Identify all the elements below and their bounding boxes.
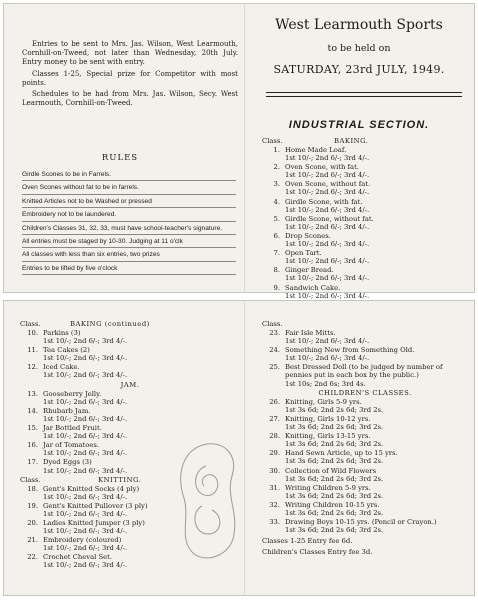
class-row [262,415,468,423]
class-name: Drawing Boys 10-15 yrs. (Pencil or Crayon.) [285,518,437,527]
class-row [262,215,468,223]
class-number: 11. [27,346,38,355]
class-entry [262,249,468,265]
class-entry [262,215,468,231]
class-number: 27. [269,414,280,423]
class-name: Crochet Cheval Set. [43,553,113,562]
class-name: Girdle Scone, without fat. [285,214,374,223]
category-title: JAM. [120,380,140,389]
class-prizes: 1st 10/-; 2nd 6/-; 3rd 4/-. [285,257,370,266]
class-number: 28. [269,432,280,441]
class-row [20,329,240,337]
class-row [262,266,468,274]
class-name: Embroidery (coloured) [43,536,122,545]
section-title: INDUSTRIAL SECTION. [288,119,430,131]
category-title: BAKING. [334,137,369,145]
class-number: 2. [273,163,280,172]
class-prizes: 1st 10/-; 2nd 6/-; 3rd 4/-. [43,397,128,406]
class-entry [262,415,468,431]
rule-item: All entries must be staged by 10-30. Judging at 11 o'clk [22,236,242,249]
class-row [20,346,240,354]
class-number: 23. [269,329,280,337]
class-name: Knitting, Girls 10-12 yrs. [285,414,371,423]
class-name: Oven Scone, with fat. [285,163,359,172]
class-prizes: 1st 3s 6d; 2nd 2s 6d; 3rd 2s. [285,440,384,449]
category-title: KNITTING. [98,475,142,484]
class-name: Dyed Eggs (3) [43,458,92,467]
class-name: Oven Scone, without fat. [285,180,371,189]
class-number: 17. [27,458,38,467]
class-entry [20,390,240,406]
class-name: Jar Bottled Fruit. [43,424,102,433]
class-number: 21. [27,536,38,545]
class-prizes: 1st 10/-; 2nd 6/-; 3rd 4/-. [43,492,128,501]
rule-item: Entries to be lifted by five o'clock [22,263,242,276]
fold-crease [244,301,245,596]
class-entry [262,432,468,448]
class-prizes: 1st 10/-; 2nd 6/-; 3rd 4/-. [43,527,128,536]
class-entry [262,284,468,300]
class-row [262,163,468,171]
class-prizes: 1st 10/-; 2nd 6/-; 3rd 4/-. [43,561,128,570]
class-entry [262,266,468,282]
class-name: Writing Children 5-9 yrs. [285,483,371,492]
class-row [262,518,468,526]
class-entry [262,363,468,387]
class-prizes: 1st 10/-; 2nd 6/-; 3rd 4/-. [285,205,370,214]
class-prizes: 1st 10/-; 2nd 6/-; 3rd 4/-. [43,509,128,518]
class-prizes: 1st 10/-; 2nd 6/-; 3rd 4/-. [43,432,128,441]
class-number: 19. [27,501,38,510]
class-prizes: 1st 10/-; 2nd 6/-; 3rd 4/-. [285,291,370,300]
class-prizes: 1st 10s; 2nd 6s; 3rd 4s. [285,379,366,388]
class-number: 7. [273,249,280,258]
rule-item: Embroidery not to be laundered. [22,209,242,222]
class-prizes: 1st 10/-; 2nd 6/-; 3rd 4/-. [43,544,128,553]
class-entry [262,180,468,196]
class-entry [20,363,240,379]
class-entry [262,484,468,500]
class-label: Class. [262,320,283,328]
class-prizes: 1st 10/-; 2nd 6/-; 3rd 4/-. [43,414,128,423]
class-entry [262,518,468,534]
entries-paragraph: Schedules to be had from Mrs. Jas. Wilson, Secy. West Learmouth, Cornhill-on-Tweed. [22,90,238,108]
class-number: 14. [27,406,38,415]
class-number: 12. [27,363,38,372]
class-name: Sandwich Cake. [285,283,341,292]
class-name: Writing Children 10-15 yrs. [285,500,380,509]
class-label: Class. [20,320,41,328]
class-number: 18. [27,484,38,493]
class-name: Gent's Knitted Pullover (3 ply) [43,501,148,510]
class-number: 33. [269,518,280,527]
class-entry [262,163,468,179]
class-name: Home Made Loaf. [285,146,347,154]
class-row [262,180,468,188]
class-number: 10. [27,329,38,337]
class-entry [262,346,468,362]
class-prizes: 1st 10/-; 2nd 6/-; 3rd 4/-. [43,449,128,458]
class-name: Gent's Knitted Socks (4 ply) [43,484,140,493]
class-row [20,407,240,415]
class-row [262,346,468,354]
class-prizes: 1st 10/-; 2nd 6/-; 3rd 4/-. [43,371,128,380]
class-prizes: 1st 3s 6d; 2nd 2s 6d; 3rd 2s. [285,423,384,432]
class-row [262,398,468,406]
class-name: Parkins (3) [43,329,81,337]
class-number: 25. [269,363,280,372]
class-name: Drop Scones. [285,231,331,240]
class-name: Ginger Bread. [285,266,334,275]
class-name: Gooseberry Jelly. [43,389,102,398]
rule-item: Girdle Scones to be in Farrels. [22,169,242,182]
class-number: 5. [273,214,280,223]
class-entry [262,501,468,517]
class-prizes: 1st 3s 6d; 2nd 2s 6d; 3rd 2s. [285,457,384,466]
class-prizes: 1st 3s 6d; 2nd 2s 6d; 3rd 2s. [285,508,384,517]
class-row [262,232,468,240]
class-row [262,146,468,154]
class-row [262,284,468,292]
class-row [262,249,468,257]
class-entry [262,449,468,465]
class-row [262,449,468,457]
class-name: Ladies Knitted Jumper (3 ply) [43,518,145,527]
class-number: 24. [269,346,280,355]
class-entry [262,198,468,214]
category-title: BAKING (continued) [70,320,150,328]
rule-item: Knitted Articles not to be Washed or pressed [22,196,242,209]
class-prizes: 1st 10/-; 2nd 6/-; 3rd 4/-. [43,466,128,475]
children-classes-column [262,320,468,556]
class-prizes: 1st 10/-; 2nd 6/-; 3rd 4/-. [285,222,370,231]
class-entry [20,346,240,362]
scribble-doodle [172,436,242,566]
class-label: Class. [20,475,41,484]
class-name: Fair Isle Mitts. [285,329,336,337]
class-number: 4. [273,197,280,206]
class-name: Something New from Something Old. [285,346,415,355]
class-prizes: 1st 10/-; 2nd 6/-; 3rd 4/-. [285,274,370,283]
class-prizes: 1st 10/-; 2nd 6/-; 3rd 4/-. [43,354,128,363]
class-name: Tea Cakes (2) [43,346,90,355]
rule-item: All classes with less than six entries, two prizes [22,249,242,262]
class-number: 8. [273,266,280,275]
class-prizes: 1st 10/-; 2nd 6/-; 3rd 4/-. [285,354,370,363]
class-name: Collection of Wild Flowers [285,466,377,475]
divider-line [266,92,462,93]
entries-paragraph: Entries to be sent to Mrs. Jas. Wilson, West Learmouth, Cornhill-on-Tweed, not later than Wednesday, 20th July. Entry money to be sent with entry. [22,40,238,67]
class-prizes: 1st 3s 6d; 2nd 2s 6d; 3rd 2s. [285,491,384,500]
class-name: Knitting, Girls 5-9 yrs. [285,397,362,406]
class-row [262,501,468,509]
entries-paragraph: Classes 1-25, Special prize for Competitor with most points. [22,69,238,87]
class-name: Knitting, Girls 13-15 yrs. [285,432,371,441]
class-prizes: 1st 3s 6d; 2nd 2s 6d; 3rd 2s. [285,405,384,414]
class-number: 9. [273,283,280,292]
class-entry [262,398,468,414]
rule-item: Children's Classes 31, 32, 33, must have school-teacher's signature. [22,223,242,236]
class-number: 32. [269,500,280,509]
class-number: 3. [273,180,280,189]
class-entry [262,146,468,162]
column-header [262,320,468,329]
divider-line [266,96,462,97]
class-number: 26. [269,397,280,406]
class-row [262,198,468,206]
fold-crease [244,4,245,293]
class-row [20,424,240,432]
class-row [262,484,468,492]
rule-item: Oven Scones without fat to be in farrels. [22,182,242,195]
class-name: Best Dressed Doll (to be judged by number of pennies put in each box by the public.) [285,363,443,380]
class-row [262,363,468,379]
class-name: Open Tart. [285,249,322,258]
event-title: West Learmouth Sports [275,17,443,33]
class-number: 31. [269,483,280,492]
class-row [262,329,468,337]
class-row [262,467,468,475]
class-number: 6. [273,231,280,240]
class-prizes: 1st 10/-; 2nd 6/-; 3rd 4/-. [285,154,370,163]
class-prizes: 1st 3s 6d; 2nd 2s 6d; 3rd 2s. [285,526,384,535]
class-prizes: 1st 10/-; 2nd 6/-; 3rd 4/-. [285,188,370,197]
category-title: CHILDREN'S CLASSES. [318,388,412,397]
class-number: 1. [273,146,280,154]
class-number: 20. [27,518,38,527]
class-name: Iced Cake. [43,363,80,372]
class-row [262,432,468,440]
class-prizes: 1st 10/-; 2nd 6/-; 3rd 4/-. [285,240,370,249]
class-prizes: 1st 10/-; 2nd 6/-; 3rd 4/-. [285,337,370,346]
class-entry [262,232,468,248]
column-header [262,137,468,146]
class-number: 13. [27,389,38,398]
class-entry [20,329,240,345]
class-row [20,390,240,398]
column-header [20,320,240,329]
entries-info [22,40,238,110]
class-entry [20,407,240,423]
class-name: Rhubarb Jam. [43,406,91,415]
baking-column [262,137,468,301]
event-subtitle: to be held on [327,43,391,54]
rules-list [22,169,242,276]
class-number: 16. [27,441,38,450]
rules-title: RULES [101,153,139,163]
class-row [20,363,240,371]
class-number: 15. [27,424,38,433]
event-date: SATURDAY, 23rd JULY, 1949. [273,63,445,76]
class-prizes: 1st 10/-; 2nd 6/-; 3rd 4/-. [285,171,370,180]
entry-fee-note: Classes 1-25 Entry fee 6d. [262,537,353,546]
entry-fee-note: Children's Classes Entry fee 3d. [262,548,373,557]
class-number: 22. [27,553,38,562]
class-number: 29. [269,449,280,458]
class-prizes: 1st 10/-; 2nd 6/-; 3rd 4/-. [43,337,128,346]
class-prizes: 1st 3s 6d; 2nd 2s 6d; 3rd 2s. [285,474,384,483]
class-name: Jar of Tomatoes. [43,441,100,450]
class-name: Hand Sewn Article, up to 15 yrs. [285,449,398,458]
class-name: Girdle Scone, with fat. [285,197,363,206]
class-number: 30. [269,466,280,475]
class-label: Class. [262,137,283,145]
class-entry [262,467,468,483]
class-entry [262,329,468,345]
